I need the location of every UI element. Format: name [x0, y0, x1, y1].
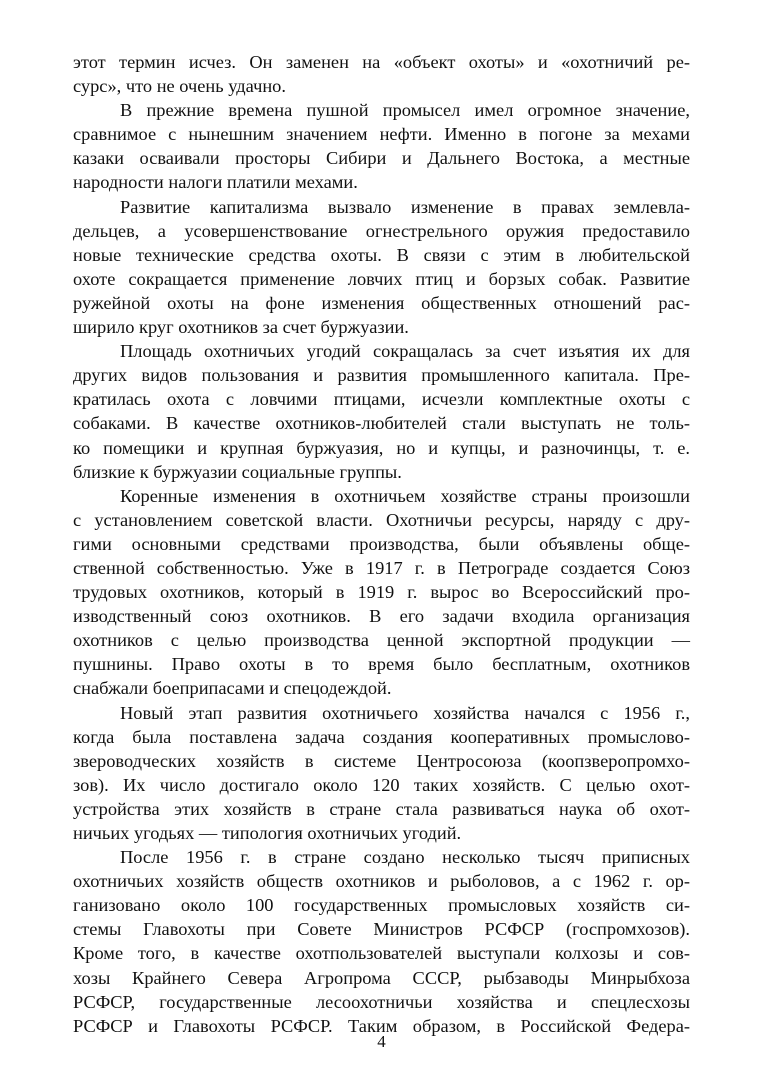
text-line: ганизовано около 100 государственных промысловых хозяйств си- [73, 895, 690, 916]
text-line: ственной собственностью. Уже в 1917 г. в Петрограде создается Союз [73, 557, 690, 578]
text-line: ко помещики и крупная буржуазия, но и купцы, и разночинцы, т. е. [73, 437, 690, 458]
text-line: изводственный союз охотников. В его задачи входила организация [73, 606, 690, 627]
paragraph [73, 339, 690, 484]
text-line: Кроме того, в качестве охотпользователей выступали колхозы и сов- [73, 943, 690, 964]
text-line: трудовых охотников, который в 1919 г. вырос во Всероссийский про- [73, 582, 690, 603]
text-line: сравнимое с нынешним значением нефти. Именно в погоне за мехами [73, 124, 690, 145]
paragraph [73, 50, 690, 98]
body-text [73, 50, 690, 1038]
text-line: охотничьих хозяйств обществ охотников и рыболовов, а с 1962 г. ор- [73, 871, 690, 892]
text-line: собаками. В качестве охотников-любителей стали выступать не толь- [73, 413, 690, 434]
text-line: хозы Крайнего Севера Агропрома СССР, рыбзаводы Минрыбхоза [73, 967, 690, 988]
paragraph [73, 845, 690, 1038]
text-line: Площадь охотничьих угодий сокращалась за счет изъятия их для [120, 341, 690, 362]
text-line: этот термин исчез. Он заменен на «объект охоты» и «охотничий ре- [73, 52, 690, 72]
text-line: звероводческих хозяйств в системе Центросоюза (коопзверопромхо- [73, 750, 690, 771]
text-line: казаки осваивали просторы Сибири и Дальнего Востока, а местные [73, 148, 690, 169]
text-line: В прежние времена пушной промысел имел огромное значение, [120, 100, 690, 121]
text-line: После 1956 г. в стране создано несколько тысяч приписных [120, 847, 690, 868]
text-line: пушнины. Право охоты в то время было бесплатным, охотников [73, 654, 690, 675]
text-line: народности налоги платили мехами. [73, 172, 358, 193]
text-line: охотников с целью производства ценной экспортной продукции — [73, 630, 690, 651]
paragraph [73, 98, 690, 194]
text-line: других видов пользования и развития промышленного капитала. Пре- [73, 365, 690, 386]
text-line: стемы Главохоты при Совете Министров РСФСР (госпромхозов). [73, 919, 690, 940]
text-line: Развитие капитализма вызвало изменение в правах землевла- [120, 196, 690, 217]
paragraph [73, 701, 690, 846]
text-line: с установлением советской власти. Охотничьи ресурсы, наряду с дру- [73, 509, 690, 530]
text-line: ничьих угодьях — типология охотничьих угодий. [73, 823, 462, 843]
paragraph [73, 195, 690, 340]
text-line: Новый этап развития охотничьего хозяйства начался с 1956 г., [120, 702, 690, 723]
text-line: ширило круг охотников за счет буржуазии. [73, 317, 409, 338]
text-line: Коренные изменения в охотничьем хозяйстве страны произошли [120, 485, 690, 506]
text-line: РСФСР и Главохоты РСФСР. Таким образом, в Российской Федера- [73, 1015, 690, 1036]
text-line: кратилась охота с ловчими птицами, исчезли комплектные охоты с [73, 389, 690, 410]
text-line: РСФСР, государственные лесоохотничьи хозяйства и спецлесхозы [73, 991, 690, 1012]
text-line: дельцев, а усовершенствование огнестрельного оружия предоставило [73, 220, 690, 241]
text-line: сурс», что не очень удачно. [73, 76, 286, 97]
text-line: ружейной охоты на фоне изменения общественных отношений рас- [73, 292, 690, 313]
paragraph [73, 484, 690, 701]
text-line: близкие к буржуазии социальные группы. [73, 461, 402, 482]
text-line: когда была поставлена задача создания кооперативных промыслово- [73, 726, 690, 747]
text-line: новые технические средства охоты. В связи с этим в любительской [73, 244, 690, 265]
page-number: 4 [377, 1032, 386, 1051]
text-line: охоте сокращается применение ловчих птиц и борзых собак. Развитие [73, 268, 690, 289]
text-line: зов). Их число достигало около 120 таких хозяйств. С целью охот- [73, 774, 690, 795]
text-line: гими основными средствами производства, были объявлены обще- [73, 533, 690, 554]
text-line: снабжали боеприпасами и спецодеждой. [73, 678, 392, 699]
text-line: устройства этих хозяйств в стране стала развиваться наука об охот- [73, 798, 690, 819]
